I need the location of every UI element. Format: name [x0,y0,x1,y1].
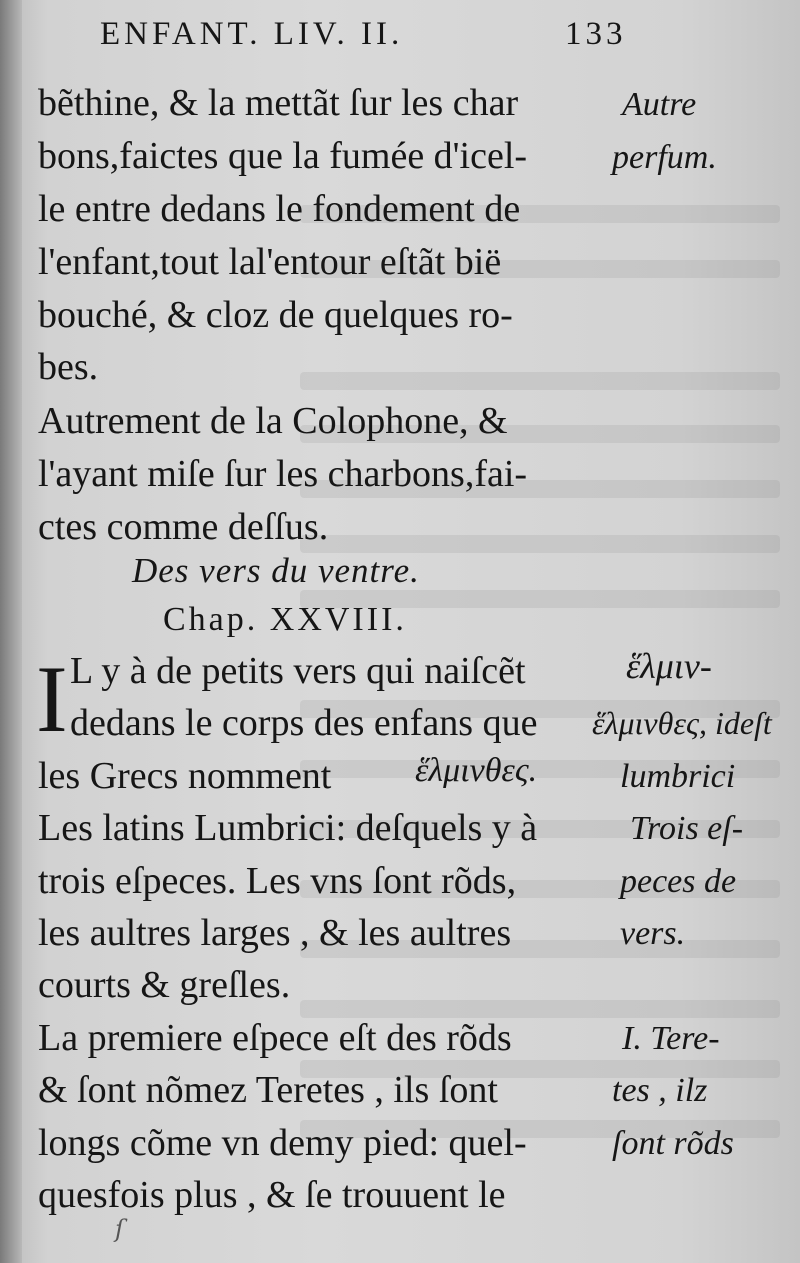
page-number: 133 [565,16,627,52]
margin-note: peces de [620,863,737,900]
chapter-number: Chap. XXVIII. [163,601,407,638]
text-line: bons,faictes que la fumée d'icel- [38,135,528,177]
text-line: le entre dedans le fondement de [38,188,521,230]
text-line: courts & greſles. [38,964,291,1006]
text-line: La premiere eſpece eſt des rõds [38,1017,512,1059]
margin-note: lumbrici [620,758,736,795]
page-gutter-shadow [0,0,22,1263]
text-line: les aultres larges , & les aultres [38,912,512,954]
text-line: dedans le corps des enfans que [70,702,538,744]
text-line: les Grecs nomment [38,755,332,797]
text-line: bẽthine, & la mettãt ſur les char [38,82,519,124]
text-line: L y à de petits vers qui naiſcẽt [70,650,526,692]
running-title: ENFANT. LIV. II. [100,16,404,52]
chapter-title: Des vers du ventre. [132,551,420,590]
margin-note: vers. [620,915,686,952]
greek-word: ἕλμινθες. [415,752,538,789]
text-line: longs cõme vn demy pied: quel- [38,1122,527,1164]
margin-note: tes , ilz [612,1072,708,1109]
margin-note: perfum. [612,139,717,176]
text-line: bouché, & cloz de quelques ro- [38,294,513,336]
text-line: l'ayant miſe ſur les charbons,fai- [38,453,528,495]
margin-note: ſont rõds [612,1125,734,1162]
footer-mark: ſ [115,1215,124,1243]
text-line: bes. [38,346,99,388]
margin-note: Trois eſ- [630,810,744,847]
drop-cap: I [36,646,68,752]
text-line: Les latins Lumbrici: deſquels y à [38,807,538,849]
text-line: Autrement de la Colophone, & [38,400,508,442]
margin-note: Autre [622,86,697,123]
text-line: quesfois plus , & ſe trouuent le [38,1174,506,1216]
text-line: & ſont nõmez Teretes , ils ſont [38,1069,498,1111]
text-line: ctes comme deſſus. [38,506,329,548]
margin-note: ἕλμινθες, ideſt [592,705,772,741]
margin-note: I. Tere- [622,1020,720,1057]
running-header [100,8,660,58]
text-line: trois eſpeces. Les vns ſont rõds, [38,860,517,902]
text-line: l'enfant,tout lal'entour eſtãt bië [38,241,502,283]
greek-word: ἕλμιν- [626,646,712,686]
